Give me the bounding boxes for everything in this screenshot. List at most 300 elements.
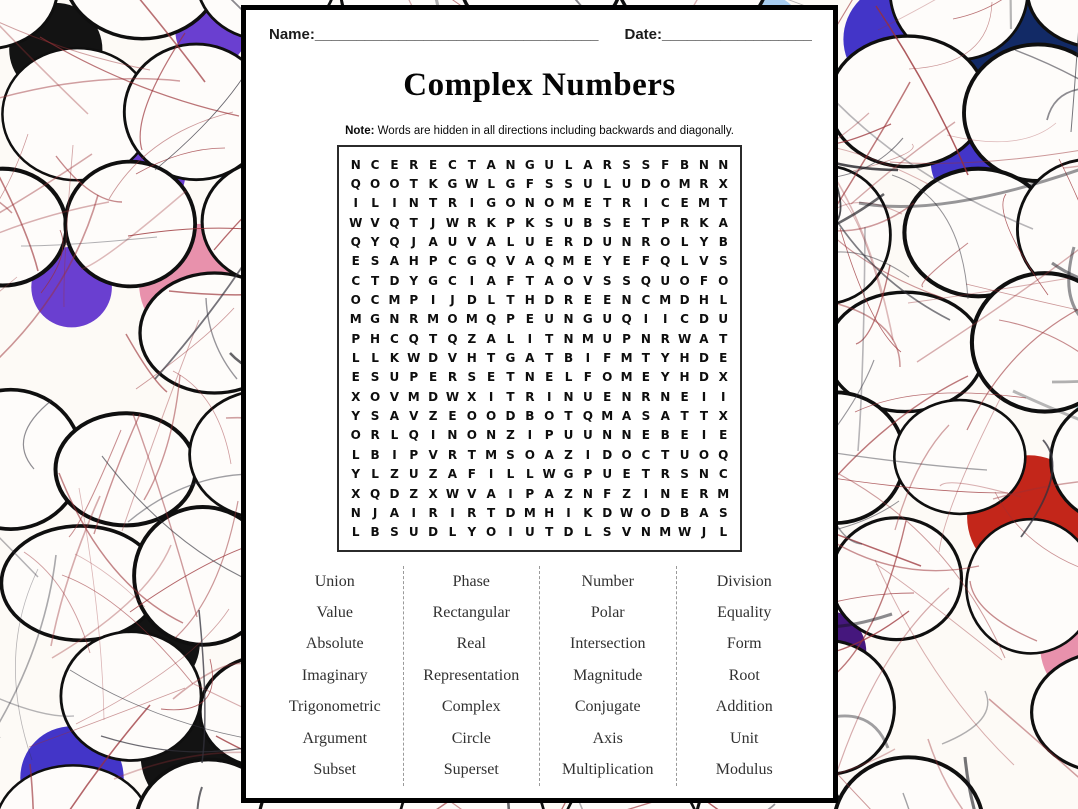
grid-letter: E <box>583 254 592 269</box>
grid-letter: O <box>698 447 710 462</box>
grid-letter: T <box>487 351 496 366</box>
grid-letter: X <box>351 389 361 404</box>
grid-letter: B <box>583 215 593 230</box>
grid-letter: M <box>562 196 575 211</box>
grid-letter: I <box>392 447 397 462</box>
grid-letter: S <box>467 370 477 385</box>
grid-letter: U <box>660 273 671 288</box>
grid-letter: Y <box>699 235 709 250</box>
grid-letter: Z <box>390 467 399 482</box>
grid-letter: N <box>563 312 574 327</box>
grid-letter: V <box>621 525 632 540</box>
grid-letter: I <box>701 428 707 443</box>
grid-letter: L <box>584 525 592 540</box>
grid-letter: H <box>466 351 477 366</box>
grid-letter: N <box>640 525 651 540</box>
grid-letter: E <box>487 370 496 385</box>
grid-letter: T <box>467 447 476 462</box>
grid-letter: B <box>525 409 535 424</box>
grid-letter: D <box>505 409 516 424</box>
word-list-item: Intersection <box>569 635 646 653</box>
word-list <box>267 566 812 786</box>
grid-letter: P <box>409 370 419 385</box>
grid-letter: C <box>641 447 651 462</box>
grid-letter: T <box>719 331 728 346</box>
grid-letter: N <box>524 370 535 385</box>
grid-letter: E <box>525 312 534 327</box>
grid-letter: H <box>370 331 381 346</box>
grid-row <box>346 155 733 174</box>
grid-letter: Q <box>408 331 419 346</box>
grid-letter: U <box>602 312 613 327</box>
word-list-item: Modulus <box>715 760 773 778</box>
grid-letter: J <box>372 505 378 520</box>
grid-row <box>346 445 733 464</box>
grid-letter: L <box>564 370 573 385</box>
grid-letter: A <box>544 447 554 462</box>
grid-letter: X <box>467 389 477 404</box>
grid-row <box>346 213 733 232</box>
grid-letter: N <box>408 196 419 211</box>
grid-letter: N <box>621 293 632 308</box>
grid-letter: C <box>448 157 457 172</box>
grid-letter: T <box>603 196 612 211</box>
grid-letter: Y <box>370 235 380 250</box>
grid-row <box>346 252 733 271</box>
grid-letter: D <box>602 447 613 462</box>
grid-letter: D <box>582 235 593 250</box>
grid-letter: L <box>371 467 379 482</box>
grid-letter: S <box>564 177 573 192</box>
grid-letter: Z <box>564 447 573 462</box>
grid-letter: A <box>583 157 593 172</box>
grid-letter: T <box>467 157 476 172</box>
word-list-item: Multiplication <box>561 760 654 778</box>
grid-letter: I <box>527 331 533 346</box>
grid-letter: S <box>602 273 612 288</box>
grid-letter: R <box>679 215 690 230</box>
word-list-item: Division <box>716 572 772 590</box>
grid-letter: T <box>506 389 515 404</box>
grid-letter: E <box>583 293 592 308</box>
grid-letter: E <box>680 196 689 211</box>
grid-letter: G <box>524 157 535 172</box>
grid-letter: I <box>643 196 649 211</box>
grid-letter: N <box>486 428 497 443</box>
grid-letter: A <box>389 409 400 424</box>
grid-letter: K <box>525 215 535 230</box>
grid-letter: P <box>544 428 554 443</box>
grid-letter: L <box>719 525 728 540</box>
grid-letter: U <box>524 235 535 250</box>
grid-letter: F <box>661 157 670 172</box>
grid-letter: A <box>486 157 496 172</box>
grid-letter: U <box>408 467 419 482</box>
grid-letter: Q <box>640 273 651 288</box>
note-label: Note: <box>345 125 375 137</box>
grid-letter: U <box>621 177 632 192</box>
grid-letter: R <box>602 157 612 172</box>
grid-letter: U <box>563 428 574 443</box>
grid-letter: M <box>717 486 730 501</box>
grid-row <box>346 523 733 542</box>
grid-letter: G <box>505 351 516 366</box>
grid-letter: R <box>660 467 670 482</box>
grid-letter: Q <box>718 447 729 462</box>
grid-letter: H <box>524 293 535 308</box>
grid-row <box>346 387 733 406</box>
grid-letter: N <box>640 331 651 346</box>
grid-letter: E <box>429 370 438 385</box>
grid-letter: S <box>370 254 380 269</box>
grid-letter: I <box>701 389 707 404</box>
grid-letter: E <box>719 428 728 443</box>
grid-letter: T <box>641 467 650 482</box>
grid-letter: L <box>564 157 573 172</box>
word-list-item: Value <box>316 603 353 621</box>
grid-letter: G <box>582 312 593 327</box>
grid-letter: B <box>680 505 690 520</box>
grid-row <box>346 465 733 484</box>
grid-letter: Z <box>428 467 438 482</box>
grid-letter: G <box>428 273 439 288</box>
word-list-item: Subset <box>313 760 357 778</box>
word-list-item: Representation <box>423 666 520 684</box>
grid-letter: U <box>408 525 419 540</box>
grid-letter: E <box>583 196 592 211</box>
grid-letter: I <box>643 312 649 327</box>
word-list-column <box>677 566 813 786</box>
grid-letter: F <box>583 370 592 385</box>
word-list-column <box>404 566 541 786</box>
grid-letter: S <box>641 409 651 424</box>
grid-row <box>346 329 733 348</box>
grid-letter: W <box>465 177 479 192</box>
word-list-column <box>540 566 677 786</box>
grid-letter: T <box>429 196 438 211</box>
grid-letter: G <box>486 196 497 211</box>
grid-letter: S <box>622 273 631 288</box>
grid-letter: T <box>409 215 418 230</box>
grid-letter: M <box>620 351 633 366</box>
grid-letter: L <box>603 177 612 192</box>
grid-letter: U <box>679 447 690 462</box>
grid-letter: X <box>351 486 361 501</box>
grid-letter: L <box>506 235 515 250</box>
grid-letter: E <box>622 467 631 482</box>
grid-row <box>346 194 733 213</box>
grid-letter: T <box>680 409 689 424</box>
grid-letter: L <box>526 467 534 482</box>
grid-letter: O <box>389 177 400 192</box>
grid-letter: D <box>698 351 709 366</box>
grid-letter: O <box>466 428 477 443</box>
grid-letter: T <box>641 351 650 366</box>
grid-letter: M <box>697 196 710 211</box>
word-list-column <box>267 566 404 786</box>
grid-letter: M <box>427 312 440 327</box>
grid-letter: B <box>563 351 574 366</box>
grid-letter: R <box>409 157 419 172</box>
grid-letter: I <box>430 293 436 308</box>
grid-letter: Y <box>467 525 477 540</box>
grid-letter: V <box>583 273 593 288</box>
grid-letter: R <box>563 293 574 308</box>
grid-row <box>346 232 733 251</box>
grid-letter: O <box>679 273 690 288</box>
grid-letter: I <box>430 428 436 443</box>
grid-letter: J <box>701 525 707 540</box>
grid-letter: X <box>718 370 728 385</box>
grid-letter: C <box>718 467 728 482</box>
grid-letter: N <box>602 428 613 443</box>
grid-letter: H <box>408 254 419 269</box>
word-list-item: Number <box>581 572 634 590</box>
grid-letter: M <box>659 525 672 540</box>
grid-letter: I <box>488 467 494 482</box>
grid-letter: O <box>621 447 632 462</box>
grid-letter: A <box>486 235 496 250</box>
grid-letter: T <box>506 370 515 385</box>
grid-letter: R <box>641 389 651 404</box>
grid-letter: K <box>428 177 438 192</box>
grid-letter: P <box>409 447 419 462</box>
grid-letter: U <box>524 525 535 540</box>
grid-letter: G <box>563 467 574 482</box>
grid-row <box>346 310 733 329</box>
grid-letter: E <box>622 254 631 269</box>
grid-letter: N <box>698 157 709 172</box>
grid-letter: W <box>677 331 692 346</box>
grid-letter: E <box>680 428 689 443</box>
grid-letter: I <box>721 389 726 404</box>
grid-letter: I <box>585 351 591 366</box>
grid-letter: Q <box>544 254 555 269</box>
grid-letter: D <box>698 312 709 327</box>
grid-letter: U <box>602 467 613 482</box>
grid-letter: I <box>469 273 475 288</box>
grid-letter: J <box>450 293 455 308</box>
grid-letter: R <box>428 505 438 520</box>
grid-letter: I <box>411 505 416 520</box>
grid-letter: A <box>621 409 632 424</box>
grid-letter: Z <box>506 428 515 443</box>
grid-letter: N <box>447 428 458 443</box>
grid-letter: T <box>487 505 496 520</box>
grid-letter: Y <box>351 467 361 482</box>
grid-letter: I <box>488 389 494 404</box>
grid-letter: R <box>699 486 709 501</box>
grid-letter: W <box>677 525 692 540</box>
grid-row <box>346 348 733 367</box>
grid-row <box>346 368 733 387</box>
grid-letter: F <box>467 467 476 482</box>
grid-letter: Q <box>350 235 361 250</box>
grid-letter: A <box>699 331 709 346</box>
grid-letter: N <box>660 389 671 404</box>
grid-letter: D <box>466 293 477 308</box>
grid-letter: F <box>603 486 612 501</box>
grid-letter: R <box>563 235 574 250</box>
grid-row <box>346 426 733 445</box>
grid-letter: P <box>428 254 438 269</box>
grid-letter: E <box>351 254 360 269</box>
grid-letter: E <box>603 389 612 404</box>
grid-letter: O <box>350 293 361 308</box>
grid-letter: N <box>505 157 516 172</box>
grid-letter: P <box>622 331 631 346</box>
grid-letter: M <box>659 293 672 308</box>
grid-letter: L <box>680 235 689 250</box>
grid-letter: O <box>369 389 381 404</box>
grid-row <box>346 271 733 290</box>
grid-letter: G <box>370 312 380 327</box>
grid-row <box>346 174 733 193</box>
grid-letter: T <box>545 351 554 366</box>
grid-letter: U <box>582 428 593 443</box>
grid-letter: I <box>353 196 358 211</box>
grid-letter: Y <box>660 370 670 385</box>
grid-letter: O <box>486 409 497 424</box>
grid-letter: U <box>389 370 400 385</box>
grid-letter: P <box>409 293 419 308</box>
grid-letter: E <box>390 157 399 172</box>
grid-letter: L <box>719 293 728 308</box>
grid-letter: Y <box>660 351 670 366</box>
date-blank-line: __________________ <box>662 26 812 43</box>
grid-letter: D <box>505 505 516 520</box>
grid-letter: M <box>523 505 536 520</box>
grid-letter: E <box>719 351 728 366</box>
grid-letter: V <box>467 486 477 501</box>
grid-letter: R <box>699 177 709 192</box>
grid-letter: Y <box>602 254 612 269</box>
grid-letter: T <box>719 196 728 211</box>
grid-letter: U <box>718 312 729 327</box>
grid-letter: Z <box>428 409 438 424</box>
grid-letter: L <box>680 254 689 269</box>
grid-letter: Z <box>467 331 477 346</box>
grid-letter: C <box>448 273 457 288</box>
grid-letter: O <box>640 505 651 520</box>
grid-letter: O <box>447 312 458 327</box>
grid-letter: E <box>545 370 554 385</box>
grid-letter: A <box>544 486 554 501</box>
grid-letter: I <box>527 428 533 443</box>
grid-letter: A <box>447 467 458 482</box>
grid-letter: P <box>525 486 535 501</box>
grid-letter: S <box>544 177 554 192</box>
grid-letter: F <box>525 177 534 192</box>
grid-letter: Q <box>350 177 361 192</box>
word-list-item: Rectangular <box>432 603 510 621</box>
grid-letter: I <box>469 196 475 211</box>
date-label: Date: <box>624 26 663 43</box>
grid-letter: Q <box>447 331 458 346</box>
grid-letter: G <box>505 177 516 192</box>
word-list-item: Addition <box>715 698 773 716</box>
grid-letter: M <box>388 293 401 308</box>
page-title: Complex Numbers <box>403 67 676 103</box>
grid-letter: U <box>544 157 555 172</box>
grid-letter: R <box>447 196 458 211</box>
grid-letter: U <box>447 235 458 250</box>
grid-letter: N <box>350 505 361 520</box>
grid-letter: C <box>351 273 361 288</box>
grid-letter: P <box>583 467 593 482</box>
grid-letter: R <box>525 389 535 404</box>
grid-letter: N <box>621 389 632 404</box>
grid-letter: A <box>699 505 709 520</box>
grid-letter: S <box>390 525 399 540</box>
grid-letter: K <box>389 351 400 366</box>
grid-letter: U <box>582 177 593 192</box>
grid-letter: L <box>448 525 457 540</box>
grid-letter: A <box>389 254 400 269</box>
word-list-item: Phase <box>452 572 490 590</box>
grid-letter: O <box>544 409 555 424</box>
grid-letter: N <box>698 467 709 482</box>
grid-letter: A <box>389 505 400 520</box>
grid-letter: M <box>407 389 420 404</box>
grid-letter: O <box>563 273 574 288</box>
word-list-item: Root <box>728 666 760 684</box>
grid-letter: S <box>641 157 651 172</box>
grid-letter: Q <box>486 254 497 269</box>
grid-letter: T <box>525 273 534 288</box>
grid-letter: X <box>718 409 728 424</box>
grid-letter: S <box>544 215 554 230</box>
grid-letter: H <box>679 370 690 385</box>
grid-letter: B <box>370 525 380 540</box>
grid-letter: L <box>390 428 399 443</box>
grid-letter: L <box>506 467 515 482</box>
grid-letter: E <box>622 215 631 230</box>
grid-letter: D <box>679 293 690 308</box>
grid-letter: R <box>447 370 458 385</box>
grid-letter: M <box>562 254 575 269</box>
grid-letter: J <box>430 215 436 230</box>
grid-letter: I <box>450 505 455 520</box>
grid-letter: R <box>641 235 651 250</box>
grid-letter: K <box>486 215 496 230</box>
word-list-item: Superset <box>443 760 499 778</box>
grid-letter: S <box>602 525 612 540</box>
grid-letter: R <box>467 215 477 230</box>
grid-letter: M <box>601 409 614 424</box>
grid-letter: E <box>351 370 360 385</box>
grid-row <box>346 503 733 522</box>
grid-letter: G <box>466 254 477 269</box>
grid-letter: I <box>566 505 571 520</box>
grid-letter: P <box>351 331 361 346</box>
grid-letter: R <box>467 505 477 520</box>
grid-letter: N <box>563 331 574 346</box>
grid-letter: A <box>544 273 554 288</box>
word-list-item: Circle <box>451 729 491 747</box>
grid-letter: H <box>679 351 690 366</box>
grid-letter: I <box>508 525 513 540</box>
grid-letter: N <box>563 389 574 404</box>
grid-letter: Q <box>408 428 419 443</box>
grid-letter: C <box>448 254 457 269</box>
grid-letter: A <box>486 331 496 346</box>
word-list-item: Form <box>726 635 762 653</box>
grid-row <box>346 290 733 309</box>
grid-letter: G <box>447 177 458 192</box>
grid-letter: T <box>370 273 380 288</box>
grid-letter: T <box>409 177 418 192</box>
